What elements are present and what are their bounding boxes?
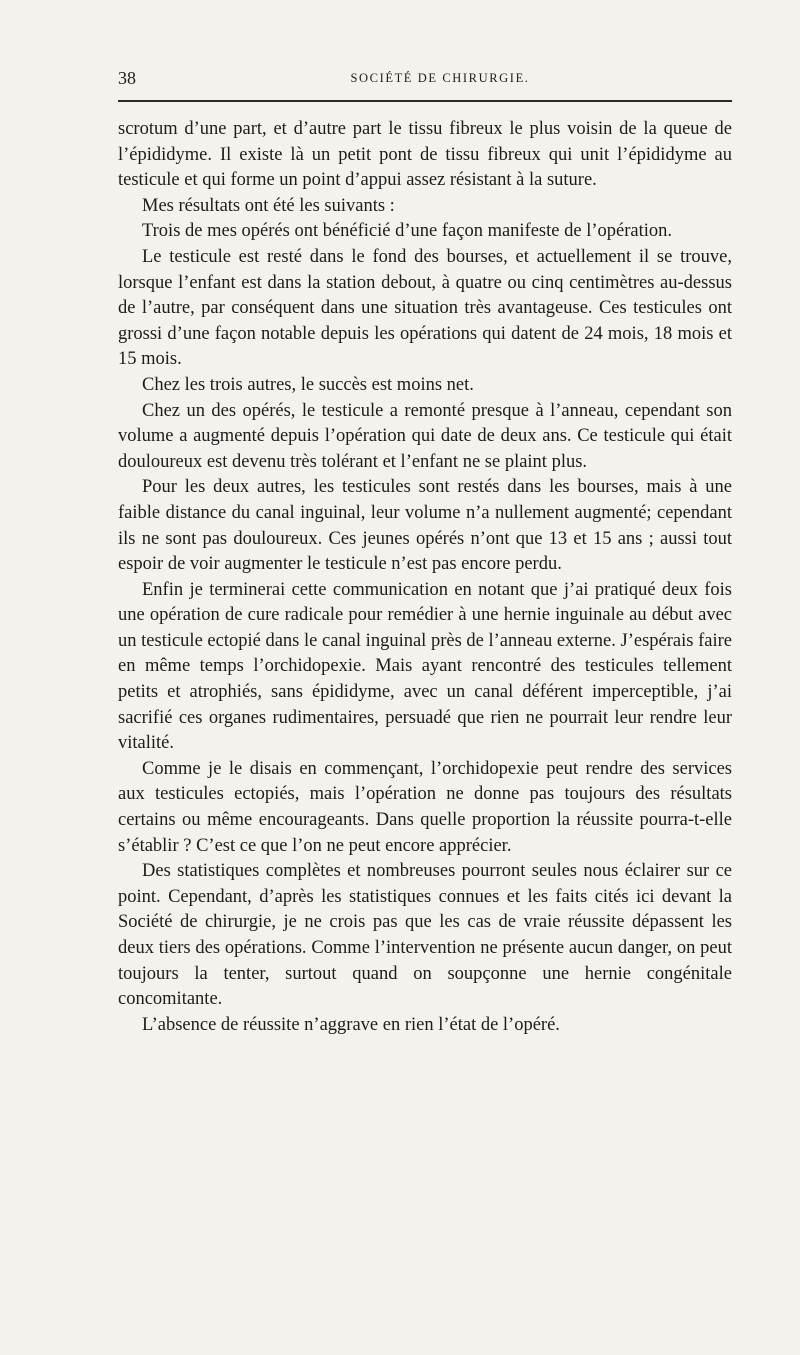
paragraph-9: Comme je le disais en commençant, l’orchidopexie peut rendre des services aux testicules ectopiés, mais l’opération ne donne pas toujours des résultats certains ou même encourageants. Dans quelle proportion la réussite pourra-t-elle s’établir ? C’est ce que l’on ne peut encore apprécier. xyxy=(118,758,732,856)
header-rule xyxy=(118,100,732,102)
paragraph-2: Mes résultats ont été les suivants : xyxy=(142,195,395,216)
paragraph-1: scrotum d’une part, et d’autre part le tissu fibreux le plus voisin de la queue de l’épididyme. Il existe là un petit pont de tissu fibreux qui unit l’épididyme au testicule et qui forme un point d’appui assez résistant à la suture. xyxy=(118,119,732,191)
paragraph-11: L’absence de réussite n’aggrave en rien l’état de l’opéré. xyxy=(142,1014,560,1035)
paragraph-4: Le testicule est resté dans le fond des bourses, et actuellement il se trouve, lorsque l’enfant est dans la station debout, à quatre ou cinq centimètres au-dessus de l’autre, par conséquent dans une situation très avantageuse. Ces testicules ont grossi d’une façon notable depuis les opérations qui datent de 24 mois, 18 mois et 15 mois. xyxy=(118,246,732,370)
running-title: SOCIÉTÉ DE CHIRURGIE. xyxy=(350,71,530,85)
paragraph-6: Chez un des opérés, le testicule a remonté presque à l’anneau, cependant son volume a augmenté depuis l’opération qui date de deux ans. Ce testicule qui était douloureux est devenu très tolérant et l’enfant ne se plaint plus. xyxy=(118,400,732,472)
paragraph-5: Chez les trois autres, le succès est moins net. xyxy=(142,374,474,395)
paragraph-7: Pour les deux autres, les testicules sont restés dans les bourses, mais à une faible distance du canal inguinal, leur volume n’a nullement augmenté; cependant ils ne sont pas douloureux. Ces jeunes opérés n’ont que 13 et 15 ans ; aussi tout espoir de voir augmenter le testicule n’est pas encore perdu. xyxy=(118,477,732,575)
page-number: 38 xyxy=(118,68,136,88)
paragraph-10: Des statistiques complètes et nombreuses pourront seules nous éclairer sur ce point. Cependant, d’après les statistiques connues et les faits cités ici devant la Société de chirurgie, je ne crois pas que les cas de vraie réussite dépassent les deux tiers des opérations. Comme l’intervention ne présente aucun danger, on peut toujours la tenter, surtout quand on soupçonne une hernie congénitale concomitante. xyxy=(118,861,732,1010)
paragraph-8: Enfin je terminerai cette communication en notant que j’ai pratiqué deux fois une opération de cure radicale pour remédier à une hernie inguinale au début avec un testicule ectopié dans le canal inguinal près de l’anneau externe. J’espérais faire en même temps l’orchidopexie. Mais ayant rencontré des testicules tellement petits et atrophiés, sans épididyme, avec un canal déférent imperceptible, j’ai sacrifié ces organes rudimentaires, persuadé que rien ne pourrait leur rendre leur vitalité. xyxy=(118,579,732,754)
page-header xyxy=(118,66,732,90)
body-text xyxy=(118,117,732,1038)
paragraph-3: Trois de mes opérés ont bénéficié d’une façon manifeste de l’opération. xyxy=(142,221,672,242)
